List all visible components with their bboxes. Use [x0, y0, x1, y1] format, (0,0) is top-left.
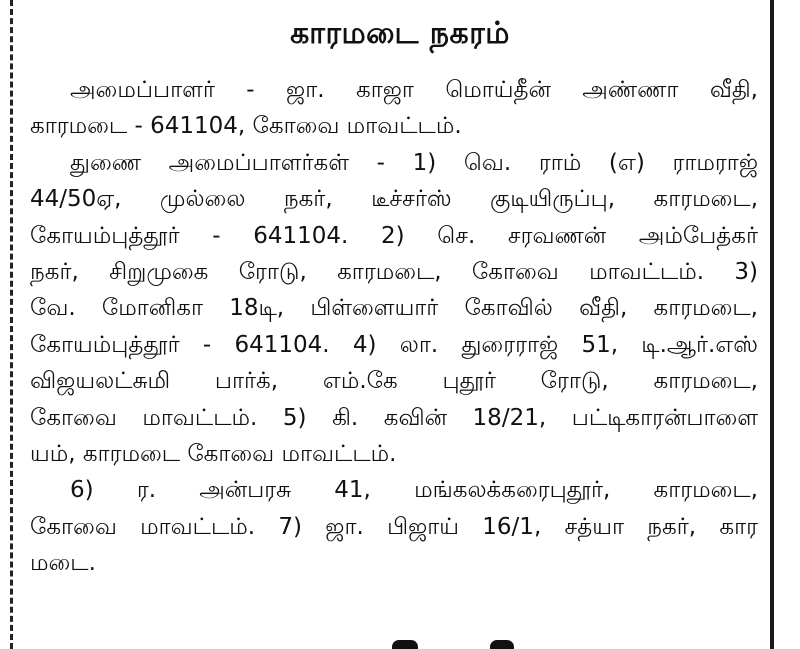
text-line: வே. மோனிகா 18டி, பிள்ளையார் கோவில் வீதி, காரமடை,: [30, 295, 758, 322]
text-line: நகர், சிறுமுகை ரோடு, காரமடை, கோவை மாவட்டம். 3): [30, 259, 758, 286]
clipped-previous-text: [30, 0, 210, 6]
paragraph-deputy-organisers: [30, 145, 758, 473]
text-line: கோவை மாவட்டம். 5) கி. கவின் 18/21, பட்டிகாரன்பாளை: [30, 404, 758, 431]
text-line: கோவை மாவட்டம். 7) ஜா. பிஜாய் 16/1, சத்யா நகர், கார: [30, 513, 758, 540]
paragraph-organiser: [30, 72, 758, 145]
clipped-next-heading: [370, 636, 550, 649]
text-line: கோயம்புத்தூர் - 641104. 2) செ. சரவணன் அம்பேத்கர்: [30, 222, 758, 249]
article-body: [30, 72, 758, 582]
text-line: விஜயலட்சுமி பார்க், எம்.கே புதூர் ரோடு, காரமடை,: [30, 368, 758, 395]
text-line: 6) ர. அன்பரசு 41, மங்கலக்கரைபுதூர், காரமடை,: [70, 477, 758, 504]
text-line: காரமடை - 641104, கோவை மாவட்டம்.: [30, 113, 462, 140]
clipped-glyph-remnant: [392, 640, 418, 649]
text-line: அமைப்பாளர் - ஜா. காஜா மொய்தீன் அண்ணா வீதி,: [70, 77, 758, 103]
text-line: மடை.: [30, 550, 96, 577]
text-line: துணை அமைப்பாளர்கள் - 1) வெ. ராம் (எ) ராமராஜ்: [70, 149, 758, 176]
column-rule: [770, 0, 774, 649]
paragraph-deputy-organisers-cont: [30, 472, 758, 581]
text-line: யம், காரமடை கோவை மாவட்டம்.: [30, 441, 397, 468]
dashed-cut-border: [10, 0, 13, 649]
clipped-glyph-remnant: [490, 640, 514, 649]
text-line: கோயம்புத்தூர் - 641104. 4) லா. துரைராஜ் 51, டி.ஆர்.எஸ்: [30, 331, 758, 358]
text-line: 44/50ஏ, முல்லை நகர், டீச்சர்ஸ் குடியிருப்பு, காரமடை,: [30, 186, 758, 213]
section-heading: காரமடை நகரம்: [290, 16, 510, 51]
